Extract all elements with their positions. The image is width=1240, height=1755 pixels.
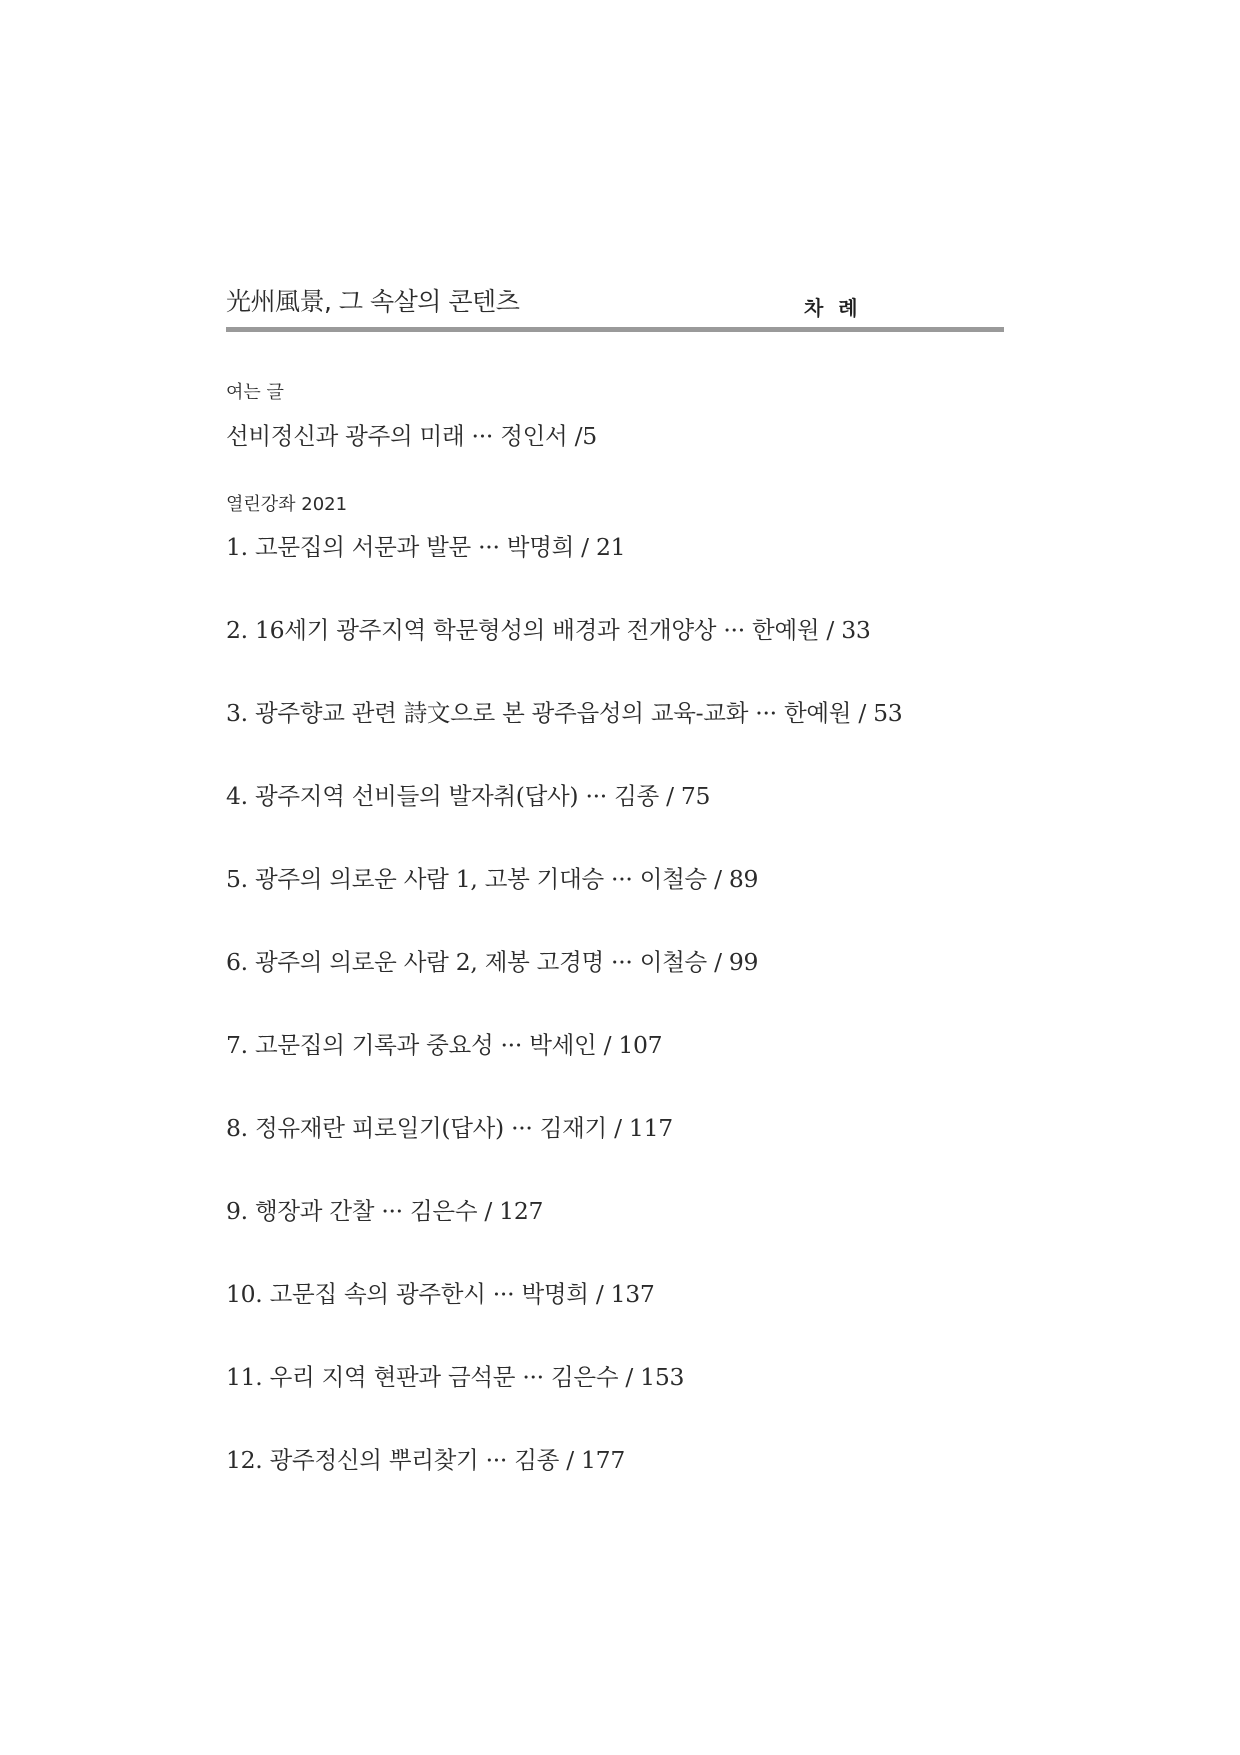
section-label-lectures: 열린강좌 2021: [226, 494, 348, 515]
toc-entry: 11. 우리 지역 현판과 금석문 ··· 김은수 / 153: [226, 1363, 685, 1391]
toc-entry: 6. 광주의 의로운 사람 2, 제봉 고경명 ··· 이철승 / 99: [226, 948, 759, 976]
toc-entry: 10. 고문집 속의 광주한시 ··· 박명희 / 137: [226, 1280, 655, 1308]
toc-entry: 3. 광주향교 관련 詩文으로 본 광주읍성의 교육-교화 ··· 한예원 / 53: [226, 699, 903, 727]
toc-entry: 1. 고문집의 서문과 발문 ··· 박명희 / 21: [226, 533, 626, 561]
toc-heading: 차 례: [804, 296, 862, 320]
header-divider: [226, 327, 1004, 332]
toc-entry: 2. 16세기 광주지역 학문형성의 배경과 전개양상 ··· 한예원 / 33: [226, 616, 871, 644]
toc-entry-opening: 선비정신과 광주의 미래 ··· 정인서 /5: [226, 422, 597, 450]
toc-entry: 7. 고문집의 기록과 중요성 ··· 박세인 / 107: [226, 1031, 663, 1059]
toc-entry: 8. 정유재란 피로일기(답사) ··· 김재기 / 117: [226, 1114, 673, 1142]
toc-entry: 4. 광주지역 선비들의 발자취(답사) ··· 김종 / 75: [226, 782, 711, 810]
book-title: 光州風景, 그 속살의 콘텐츠: [226, 287, 520, 316]
toc-entry: 9. 행장과 간찰 ··· 김은수 / 127: [226, 1197, 544, 1225]
toc-entry: 5. 광주의 의로운 사람 1, 고봉 기대승 ··· 이철승 / 89: [226, 865, 759, 893]
toc-entry: 12. 광주정신의 뿌리찾기 ··· 김종 / 177: [226, 1446, 625, 1474]
section-label-opening: 여는 글: [226, 382, 284, 403]
